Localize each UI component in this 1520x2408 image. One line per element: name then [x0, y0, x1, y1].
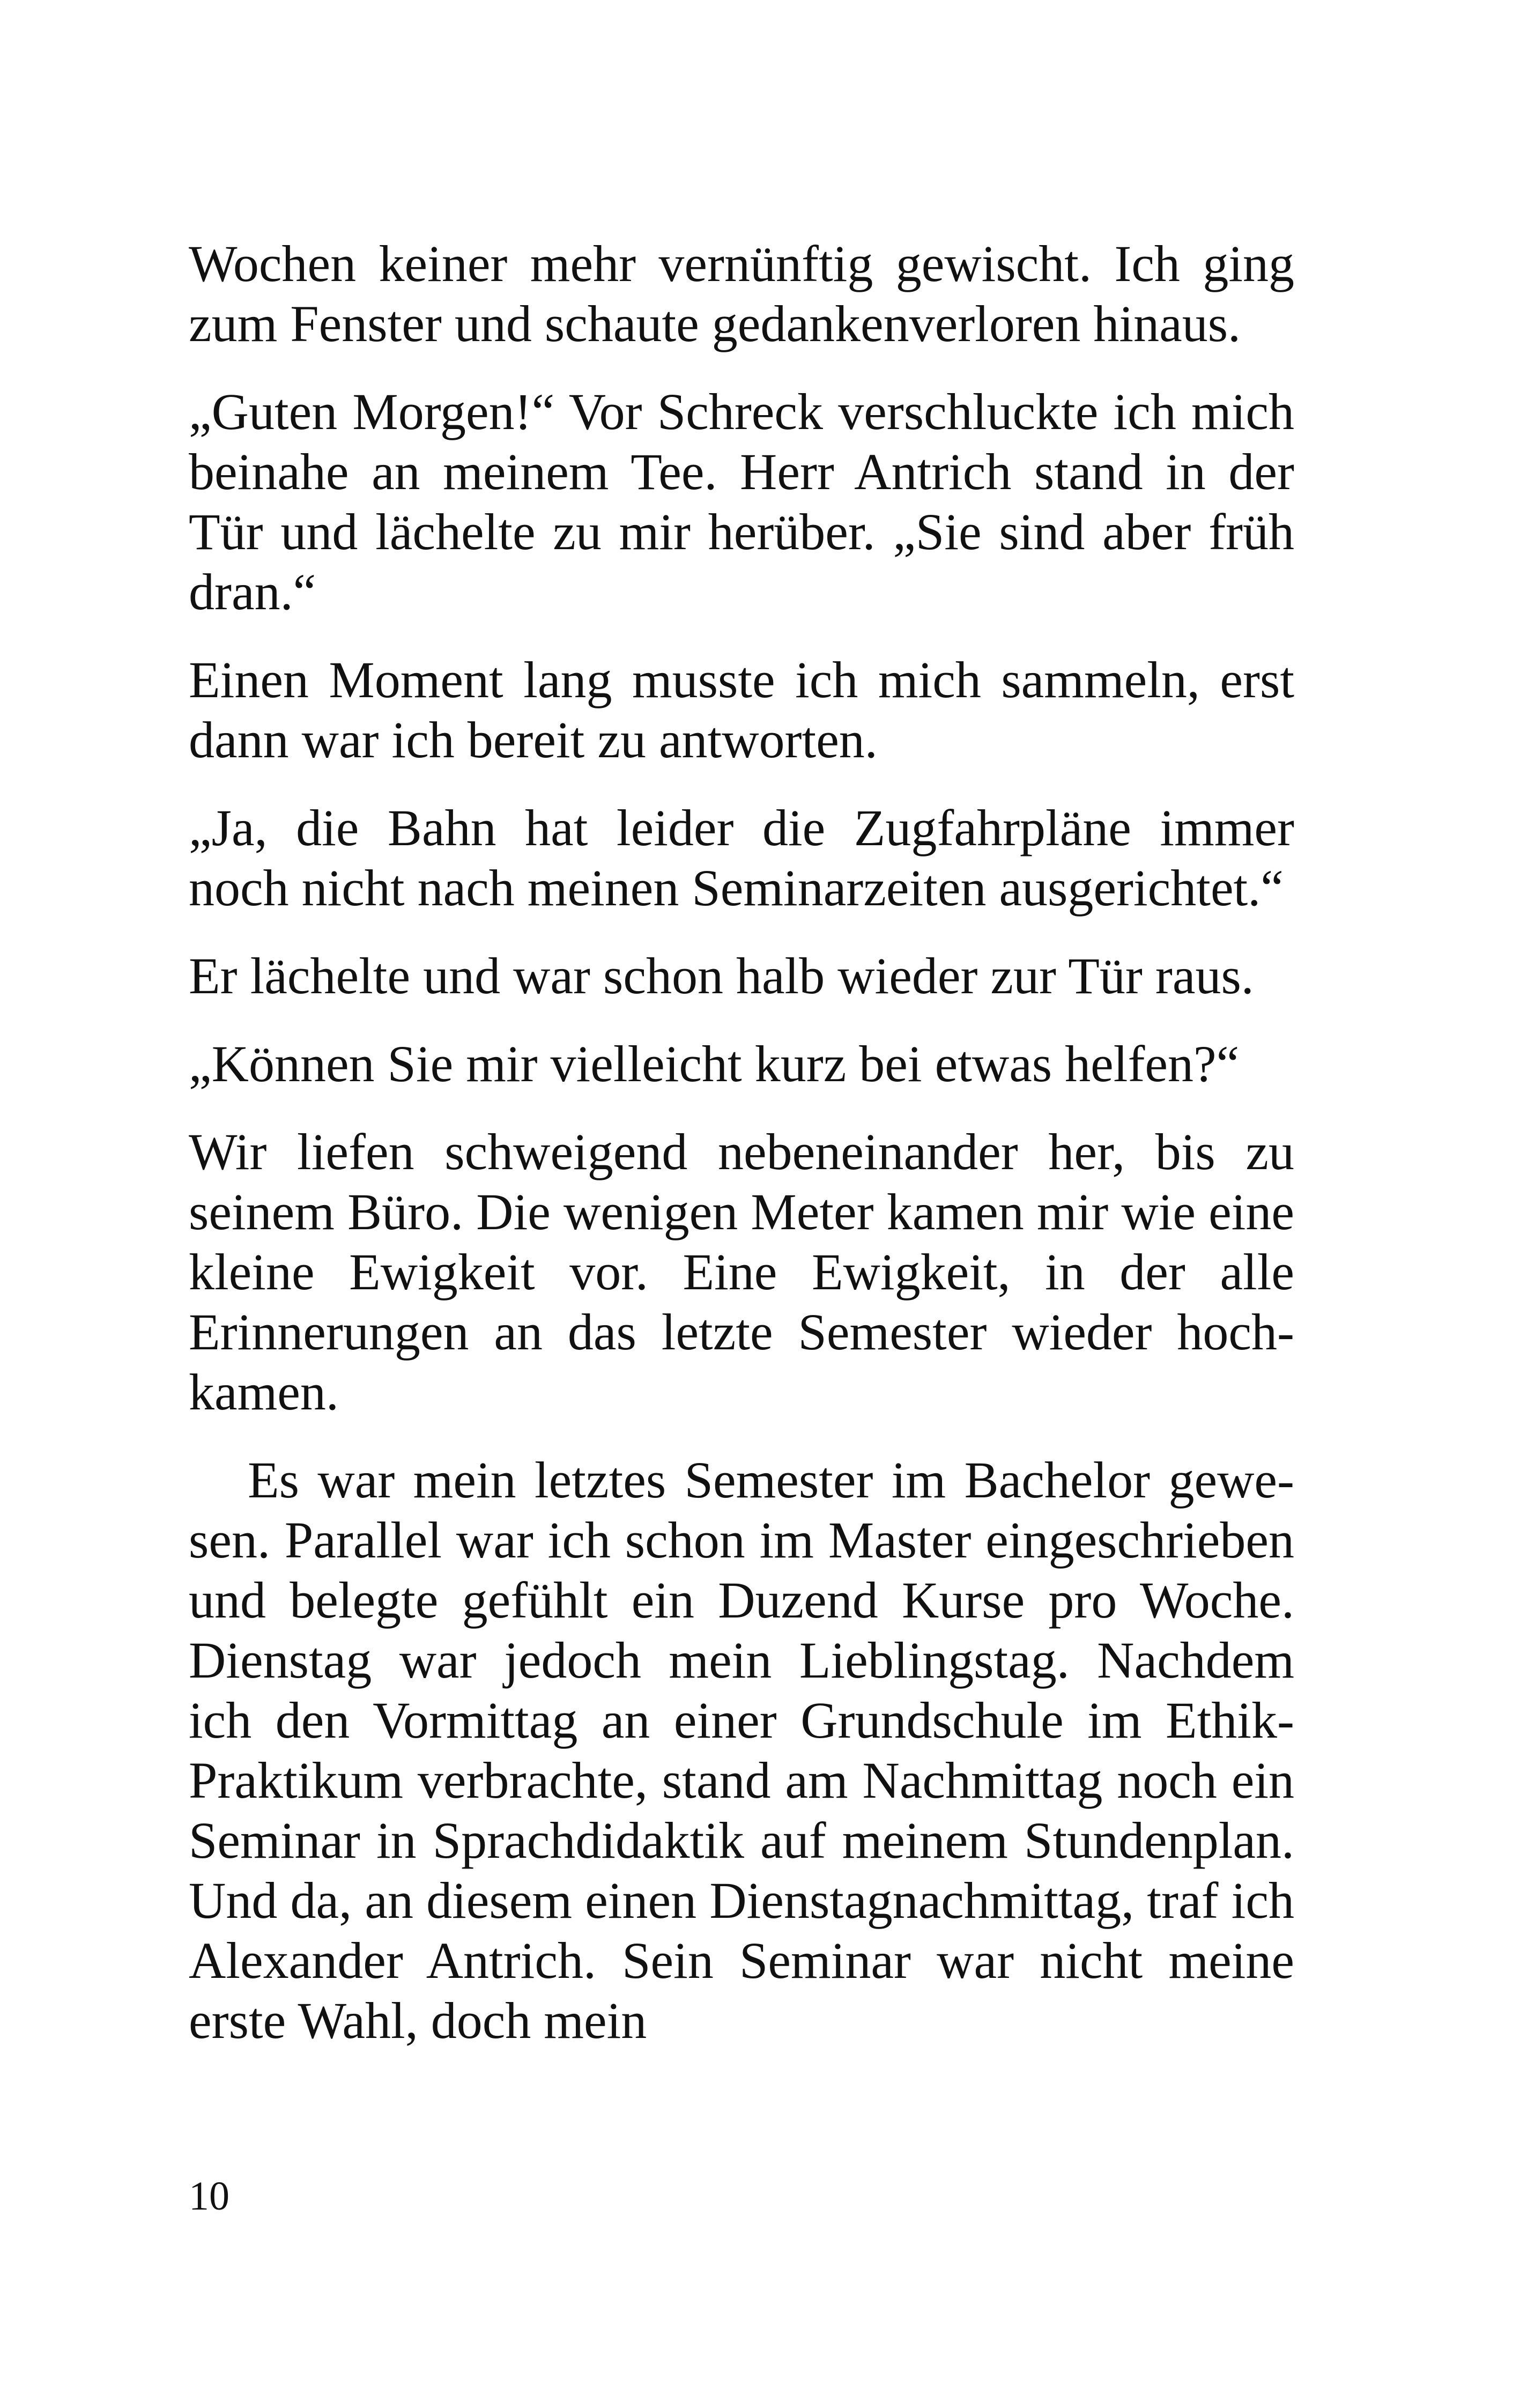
paragraph: Er lächelte und war schon halb wieder zur Tür raus.	[189, 947, 1254, 1004]
paragraph: „Ja, die Bahn hat leider die Zugfahrpläne immer noch nicht nach meinen Seminarzeiten ausgerichtet.“	[189, 799, 1294, 917]
paragraph: „Können Sie mir vielleicht kurz bei etwas helfen?“	[189, 1035, 1240, 1092]
paragraph: Es war mein letztes Semester im Bachelor gewesen. Parallel war ich schon im Master eingeschrieben und belegte gefühlt ein Duzend Kurse pro Woche. Dienstag war jedoch mein Lieblingstag. Nachdem ich den Vormittag an einer Grundschule im Ethik-Praktikum verbrachte, stand am Nachmittag noch ein Seminar in Sprachdidaktik auf meinem Stundenplan. Und da, an diesem einen Dienstagnachmittag, traf ich Alexander Antrich. Sein Seminar war nicht meine erste Wahl, doch mein	[189, 1451, 1294, 2049]
page-number: 10	[189, 2174, 229, 2219]
body-text	[189, 234, 1294, 2079]
paragraph: Wir liefen schweigend nebeneinander her, bis zu seinem Büro. Die wenigen Meter kamen mir wie eine kleine Ewigkeit vor. Eine Ewigkeit, in der alle Erinnerungen an das letzte Semester wieder hochkamen.	[189, 1123, 1294, 1421]
paragraph: Einen Moment lang musste ich mich sammeln, erst dann war ich bereit zu antworten.	[189, 651, 1294, 769]
paragraph: Wochen keiner mehr vernünftig gewischt. Ich ging zum Fenster und schaute gedankenverloren hinaus.	[189, 235, 1294, 352]
paragraph: „Guten Morgen!“ Vor Schreck verschluckte ich mich beinahe an meinem Tee. Herr Antrich stand in der Tür und lächelte zu mir herüber. „Sie sind aber früh dran.“	[189, 383, 1294, 621]
